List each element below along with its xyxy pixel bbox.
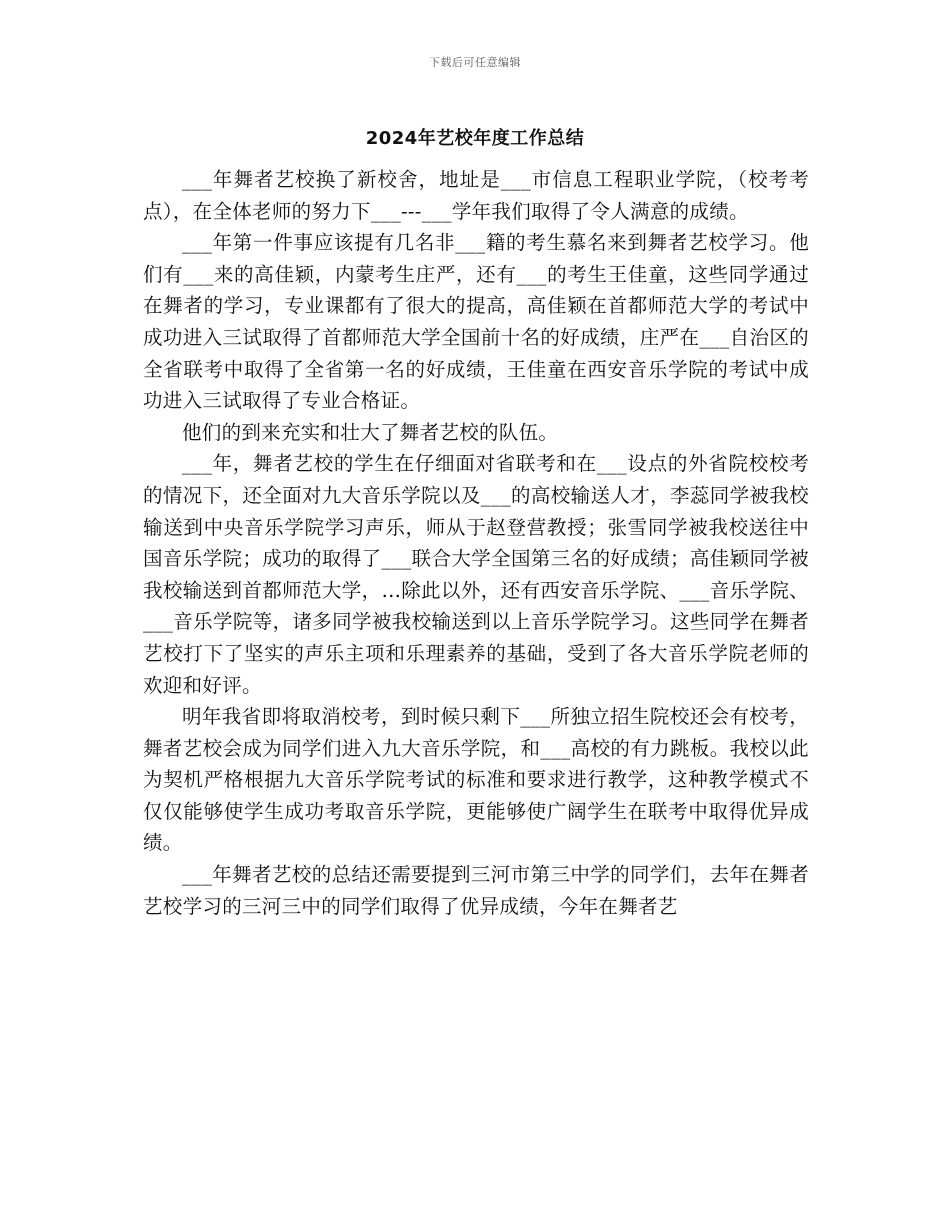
paragraph-sanhe-students: ___年舞者艺校的总结还需要提到三河市第三中学的同学们，去年在舞者艺校学习的三河三中的同学们取得了优异成绩，今年在舞者艺 <box>143 863 809 918</box>
paragraph-talent-delivery: ___年，舞者艺校的学生在仔细面对省联考和在___设点的外省院校校考的情况下，还全面对九大音乐学院以及___的高校输送人才，李蕊同学被我校输送到中央音乐学院学习声乐，师从于赵登营教授；张雪同学被我校送往中国音乐学院；成功的取得了___联合大学全国第三名的好成绩；高佳颖同学被我校输送到首都师范大学，…除此以外，还有西安音乐学院、___音乐学院、___音乐学院等，诸多同学被我校输送到以上音乐学院学习。这些同学在舞者艺校打下了坚实的声乐主项和乐理素养的基础，受到了各大音乐学院老师的欢迎和好评。 <box>143 452 809 697</box>
paragraph-team-growth: 他们的到来充实和壮大了舞者艺校的队伍。 <box>182 420 559 444</box>
paragraph-new-campus: ___年舞者艺校换了新校舍，地址是___市信息工程职业学院，（校考考点），在全体老师的努力下___---___学年我们取得了令人满意的成绩。 <box>143 168 809 223</box>
document-title: 2024年艺校年度工作总结 <box>365 128 585 149</box>
paragraph-out-of-province-students: ___年第一件事应该提有几名非___籍的考生慕名来到舞者艺校学习。他们有___来的高佳颖，内蒙考生庄严，还有___的考生王佳童，这些同学通过在舞者的学习，专业课都有了很大的提高，高佳颖在首都师范大学的考试中成功进入三试取得了首都师范大学全国前十名的好成绩，庄严在___自治区的全省联考中取得了全省第一名的好成绩，王佳童在西安音乐学院的考试中成功进入三试取得了专业合格证。 <box>143 231 809 413</box>
paragraph-exam-reform: 明年我省即将取消校考，到时候只剩下___所独立招生院校还会有校考，舞者艺校会成为同学们进入九大音乐学院，和___高校的有力跳板。我校以此为契机严格根据九大音乐学院考试的标准和要求进行教学，这种教学模式不仅仅能够使学生成功考取音乐学院，更能够使广阔学生在联考中取得优异成绩。 <box>143 705 809 855</box>
document-body <box>143 164 809 922</box>
page-header: 下载后可任意编辑 <box>429 56 521 69</box>
